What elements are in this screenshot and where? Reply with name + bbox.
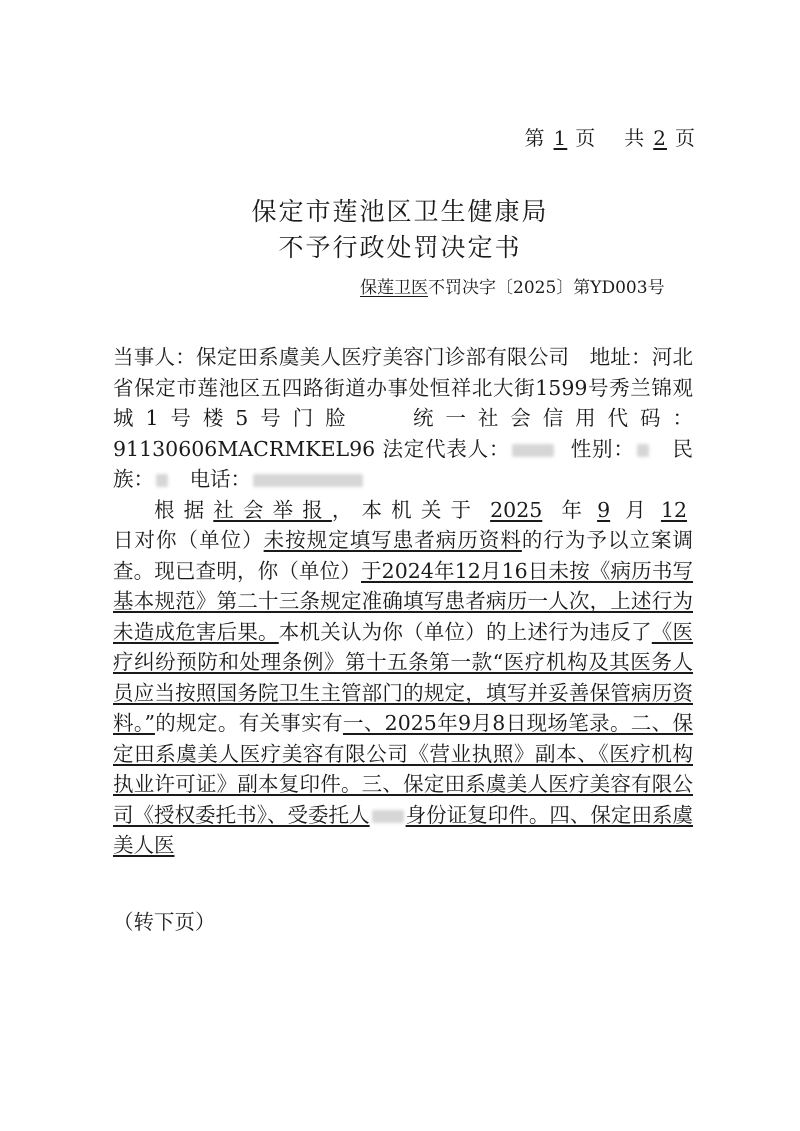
page-unit: 页 [575, 126, 597, 150]
ethnicity-label: 民族： [113, 436, 693, 491]
filing-year: 2025 [490, 497, 543, 522]
gender-label: 性别： [570, 436, 635, 461]
party-info [113, 342, 693, 495]
credit-code-label: 统一社会信用代码： [412, 406, 693, 430]
current-page: 1 [553, 126, 568, 150]
credit-code: 91130606MACRMKEL96 [113, 436, 376, 461]
doc-number-prefix: 保莲卫医 [360, 278, 428, 298]
total-prefix: 共 [624, 126, 646, 150]
violation-description: 未按规定填写患者病历资料 [263, 528, 522, 552]
redacted-ethnicity [156, 474, 168, 487]
case-source: 社会举报 [213, 497, 332, 522]
redacted-legal-rep [512, 444, 554, 457]
redacted-agent-name [372, 810, 404, 823]
page-prefix: 第 [524, 126, 546, 150]
evidence-list-cont: 身份证复印件。四、保定田系虞美人医 [113, 802, 694, 857]
redacted-gender [637, 444, 649, 457]
total-unit: 页 [675, 126, 696, 150]
doc-number-rest: 不罚决字〔2025〕第YD003号 [428, 278, 665, 298]
phone-label: 电话： [189, 467, 252, 491]
legal-basis: 《医疗纠纷预防和处理条例》第十五条第一款“医疗机构及其医务人员应当按照国务院卫生主管部门的规定，填写并妥善保管病历资料。” [113, 619, 694, 735]
document-number [360, 273, 665, 298]
redacted-phone [253, 474, 363, 487]
party-address: 河北省保定市莲池区五四路街道办事处恒祥北大街1599号秀兰锦观城1号楼5号门脸 [113, 345, 694, 430]
address-label: 地址： [589, 345, 652, 369]
page-number [525, 122, 696, 151]
continued-next-page: （转下页） [113, 910, 216, 934]
evidence-list: 一、2025年9月8日现场笔录。二、保定田系虞美人医疗美容有限公司《营业执照》副本、《医疗机构执业许可证》副本复印件。三、保定田系虞美人医疗美容有限公司《授权委托书》、受委托人 [113, 711, 694, 827]
total-pages: 2 [653, 126, 667, 150]
party-label: 当事人： [113, 345, 196, 369]
filing-month: 9 [597, 497, 611, 522]
party-name: 保定田系虞美人医疗美容门诊部有限公司 [195, 345, 570, 369]
findings: 于2024年12月16日未按《病历书写基本规范》第二十三条规定准确填写患者病历一人次，上述行为未造成危害后果。 [113, 558, 694, 644]
facts-paragraph: 根据社会举报，本机关于 2025 年 9 月 12日对你（单位）未按规定填写患者病历资料的行为予以立案调查。现已查明，你（单位）于2024年12月16日未按《病历书写基本规范》第二十三条规定准确填写患者病历一人次，上述行为未造成危害后果。本机关认为你（单位）的上述行为违反了《医疗纠纷预防和处理条例》第十五条第一款“医疗机构及其医务人员应当按照国务院卫生主管部门的规定，填写并妥善保管病历资料。”的规定。有关事实有一、2025年9月8日现场笔录。二、保定田系虞美人医疗美容有限公司《营业执照》副本、《医疗机构执业许可证》副本复印件。三、保定田系虞美人医疗美容有限公司《授权委托书》、受委托人 身份证复印件。四、保定田系虞美人医 [113, 497, 694, 857]
document-body [113, 342, 693, 861]
document-title-authority: 保定市莲池区卫生健康局 [251, 197, 549, 226]
filing-day: 12 [660, 497, 688, 522]
legal-rep-label: 法定代表人： [382, 436, 511, 461]
document-title-type: 不予行政处罚决定书 [278, 233, 522, 262]
